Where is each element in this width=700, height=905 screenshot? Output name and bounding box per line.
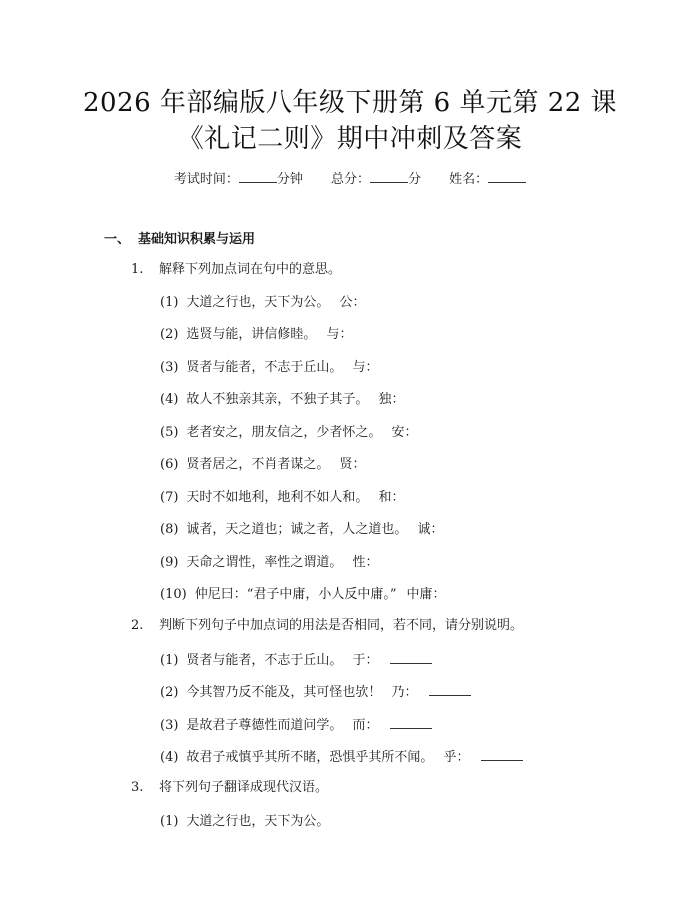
item-key: 和： <box>378 490 405 505</box>
item-key: 于： <box>352 653 379 668</box>
item-text: 大道之行也，天下为公。 <box>186 295 330 310</box>
question-text: 解释下列加点词在句中的意思。 <box>159 262 342 277</box>
list-item <box>160 489 404 507</box>
item-number: (1) <box>160 814 179 829</box>
list-item <box>160 586 446 604</box>
item-text: 贤者居之，不肖者谋之。 <box>186 457 330 472</box>
item-key: 与： <box>352 360 379 375</box>
list-item <box>160 424 417 442</box>
question-text: 将下列句子翻译成现代汉语。 <box>159 780 329 795</box>
question-1 <box>131 261 341 279</box>
item-key: 贤： <box>339 457 366 472</box>
item-text: 贤者与能者，不志于丘山。 <box>186 653 343 668</box>
item-number: (3) <box>160 360 179 375</box>
item-number: (3) <box>160 718 179 733</box>
score-unit: 分 <box>408 172 422 187</box>
question-2 <box>131 617 523 635</box>
item-text: 今其智乃反不能及，其可怪也欤！ <box>186 685 382 700</box>
item-key: 安： <box>391 425 418 440</box>
item-key: 独： <box>378 392 405 407</box>
item-key: 乎： <box>443 750 470 765</box>
exam-score <box>331 172 425 187</box>
question-3 <box>131 779 328 797</box>
item-key: 公： <box>339 295 366 310</box>
item-text: 故人不独亲其亲，不独子其子。 <box>186 392 369 407</box>
item-text: 选贤与能，讲信修睦。 <box>186 327 317 342</box>
list-item <box>160 391 404 409</box>
answer-blank[interactable] <box>481 748 523 761</box>
item-number: (1) <box>160 295 179 310</box>
item-number: (4) <box>160 392 179 407</box>
item-text: 贤者与能者，不志于丘山。 <box>186 360 343 375</box>
page-title-line1: 2026 年部编版八年级下册第 6 单元第 22 课 <box>82 88 618 118</box>
list-item <box>160 813 329 831</box>
page-title-line2: 《礼记二则》期中冲刺及答案 <box>177 124 523 154</box>
item-number: (8) <box>160 522 179 537</box>
question-text: 判断下列句子中加点词的用法是否相同，若不同，请分别说明。 <box>159 618 524 633</box>
item-key: 与： <box>326 327 353 342</box>
exam-meta <box>0 170 700 189</box>
list-item <box>160 521 443 539</box>
section-heading <box>104 228 255 247</box>
item-text: 大道之行也，天下为公。 <box>186 814 330 829</box>
item-text: 老者安之，朋友信之，少者怀之。 <box>186 425 382 440</box>
answer-blank[interactable] <box>429 683 471 696</box>
list-item <box>160 748 523 767</box>
answer-blank[interactable] <box>390 651 432 664</box>
item-text: 天时不如地利，地利不如人和。 <box>186 490 369 505</box>
list-item <box>160 554 378 572</box>
item-key: 乃： <box>391 685 418 700</box>
score-label: 总分： <box>330 172 370 187</box>
item-text: 诚者，天之道也；诚之者，人之道也。 <box>186 522 408 537</box>
list-item <box>160 294 365 312</box>
item-text: 天命之谓性，率性之谓道。 <box>186 555 343 570</box>
time-label: 考试时间： <box>173 172 239 187</box>
item-key: 性： <box>352 555 379 570</box>
item-number: (6) <box>160 457 179 472</box>
question-number: 2. <box>131 618 144 633</box>
list-item <box>160 359 378 377</box>
item-number: (7) <box>160 490 179 505</box>
item-number: (5) <box>160 425 179 440</box>
name-blank[interactable] <box>488 170 526 183</box>
item-key: 诚： <box>417 522 444 537</box>
time-unit: 分钟 <box>276 172 303 187</box>
question-number: 3. <box>131 780 144 795</box>
question-number: 1. <box>131 262 144 277</box>
answer-blank[interactable] <box>390 716 432 729</box>
item-key: 而： <box>352 718 379 733</box>
item-number: (1) <box>160 653 179 668</box>
list-item <box>160 683 471 702</box>
item-number: (10) <box>160 587 187 602</box>
section-number: 一、 <box>104 232 131 247</box>
section-title: 基础知识积累与运用 <box>138 232 256 247</box>
exam-time <box>174 172 307 187</box>
list-item <box>160 456 365 474</box>
item-number: (9) <box>160 555 179 570</box>
name-label: 姓名： <box>449 172 489 187</box>
item-text: 是故君子尊德性而道问学。 <box>186 718 343 733</box>
item-number: (4) <box>160 750 179 765</box>
item-key: 中庸： <box>406 587 446 602</box>
student-name <box>449 172 526 187</box>
item-number: (2) <box>160 327 179 342</box>
item-number: (2) <box>160 685 179 700</box>
score-blank[interactable] <box>370 170 408 183</box>
item-text: 仲尼曰：“君子中庸，小人反中庸。” <box>194 587 397 602</box>
item-text: 故君子戒慎乎其所不睹，恐惧乎其所不闻。 <box>186 750 434 765</box>
list-item <box>160 716 432 735</box>
list-item <box>160 326 352 344</box>
time-blank[interactable] <box>239 170 277 183</box>
list-item <box>160 651 432 670</box>
